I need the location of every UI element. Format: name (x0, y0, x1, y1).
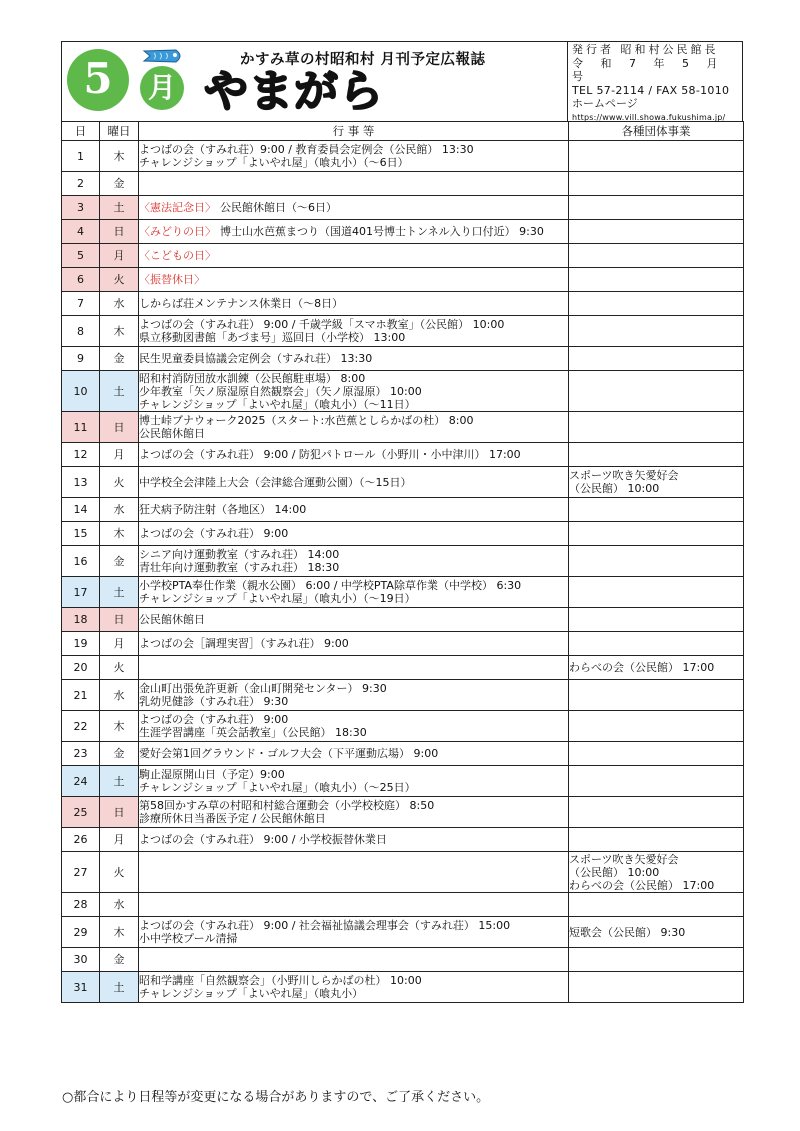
org-cell (569, 244, 744, 268)
event-line: よつばの会（すみれ荘） 9:00 (139, 713, 289, 726)
org-cell (569, 546, 744, 577)
event-line: 公民館休館日 (139, 427, 205, 440)
newsletter-header (61, 41, 743, 121)
publisher-line: 発行者 昭和村公民館長 (572, 43, 719, 56)
day-cell: 27 (62, 852, 100, 893)
table-row (62, 917, 744, 948)
day-cell: 30 (62, 948, 100, 972)
event-line: 生涯学習講座「英会話教室」（公民館） 18:30 (139, 726, 367, 739)
table-row (62, 828, 744, 852)
org-cell (569, 196, 744, 220)
org-cell (569, 141, 744, 172)
table-row (62, 443, 744, 467)
day-cell: 5 (62, 244, 100, 268)
org-line: わらべの会（公民館） 17:00 (569, 878, 715, 892)
weekday-cell: 土 (100, 766, 139, 797)
org-cell (569, 316, 744, 347)
day-cell: 11 (62, 412, 100, 443)
events-cell (139, 972, 569, 1003)
table-row (62, 948, 744, 972)
org-line: スポーツ吹き矢愛好会 (569, 469, 679, 482)
weekday-cell: 火 (100, 467, 139, 498)
day-cell: 28 (62, 893, 100, 917)
schedule-body (62, 141, 744, 1003)
event-line: 診療所休日当番医予定 / 公民館休館日 (139, 812, 326, 825)
newsletter-subtitle: かすみ草の村昭和村 月刊予定広報誌 (240, 52, 486, 68)
event-line: 青壮年向け運動教室（すみれ荘） 18:30 (139, 561, 340, 574)
holiday-name: 〈憲法記念日〉 (139, 201, 216, 214)
org-cell (569, 656, 744, 680)
events-cell (139, 412, 569, 443)
event-line: 小中学校プール清掃 (139, 932, 238, 945)
table-row (62, 220, 744, 244)
events-cell (139, 656, 569, 680)
table-row (62, 608, 744, 632)
events-cell (139, 220, 569, 244)
event-line: 狂犬病予防注射（各地区） 14:00 (139, 503, 307, 516)
events-cell (139, 268, 569, 292)
org-cell (569, 742, 744, 766)
table-row (62, 577, 744, 608)
org-cell (569, 412, 744, 443)
events-cell (139, 632, 569, 656)
weekday-cell: 金 (100, 347, 139, 371)
org-line: （公民館） 10:00 (569, 865, 660, 879)
publisher-info (568, 42, 744, 121)
table-row (62, 711, 744, 742)
events-cell (139, 244, 569, 268)
org-cell (569, 680, 744, 711)
table-row (62, 244, 744, 268)
org-cell (569, 522, 744, 546)
events-cell (139, 577, 569, 608)
event-line: チャレンジショップ「よいやれ屋」（喰丸小）（～25日） (139, 781, 416, 794)
table-row (62, 196, 744, 220)
table-row (62, 546, 744, 577)
column-header-orgs: 各種団体事業 (569, 122, 744, 141)
org-cell (569, 292, 744, 316)
weekday-cell: 金 (100, 742, 139, 766)
table-row (62, 797, 744, 828)
table-row (62, 268, 744, 292)
event-line: よつばの会（すみれ荘） 9:00 / 小学校振替休業日 (139, 833, 387, 846)
day-cell: 31 (62, 972, 100, 1003)
events-cell (139, 766, 569, 797)
weekday-cell: 月 (100, 632, 139, 656)
events-cell (139, 498, 569, 522)
day-cell: 16 (62, 546, 100, 577)
day-cell: 17 (62, 577, 100, 608)
table-row (62, 141, 744, 172)
events-cell (139, 546, 569, 577)
day-cell: 20 (62, 656, 100, 680)
event-line: 博士峠ブナウォーク2025（スタート:水芭蕉としらかばの杜） 8:00 (139, 414, 474, 427)
table-row (62, 522, 744, 546)
weekday-cell: 日 (100, 220, 139, 244)
day-cell: 3 (62, 196, 100, 220)
event-line: 金山町出張免許更新（金山町開発センター） 9:30 (139, 682, 387, 695)
weekday-cell: 土 (100, 196, 139, 220)
events-cell (139, 852, 569, 893)
homepage-label: ホームページ (572, 97, 638, 110)
event-text: 博士山水芭蕉まつり（国道401号博士トンネル入り口付近） 9:30 (220, 225, 544, 238)
weekday-cell: 木 (100, 917, 139, 948)
table-row (62, 292, 744, 316)
events-cell (139, 680, 569, 711)
weekday-cell: 木 (100, 141, 139, 172)
day-cell: 6 (62, 268, 100, 292)
day-cell: 12 (62, 443, 100, 467)
day-cell: 9 (62, 347, 100, 371)
event-line: 第58回かすみ草の村昭和村総合運動会（小学校校庭） 8:50 (139, 799, 435, 812)
weekday-cell: 木 (100, 711, 139, 742)
event-line: しからば荘メンテナンス休業日（～8日） (139, 297, 344, 310)
column-header-weekday: 曜日 (100, 122, 139, 141)
org-cell (569, 577, 744, 608)
events-cell (139, 522, 569, 546)
org-cell (569, 371, 744, 412)
weekday-cell: 火 (100, 852, 139, 893)
table-row (62, 467, 744, 498)
weekday-cell: 火 (100, 656, 139, 680)
events-cell (139, 797, 569, 828)
event-line: よつばの会（すみれ荘）9:00 / 教育委員会定例会（公民館） 13:30 (139, 143, 474, 156)
event-line: よつばの会（すみれ荘） 9:00 / 千歳学級「スマホ教室」（公民館） 10:00 (139, 318, 505, 331)
holiday-name: 〈みどりの日〉 (139, 225, 216, 238)
org-cell (569, 948, 744, 972)
event-line: 昭和村消防団放水訓練（公民館駐車場） 8:00 (139, 371, 366, 385)
table-row (62, 347, 744, 371)
event-line: チャレンジショップ「よいやれ屋」（喰丸小） (139, 987, 364, 1000)
events-cell (139, 893, 569, 917)
homepage-link[interactable]: https://www.vill.showa.fukushima.jp/ (572, 112, 726, 122)
table-row (62, 680, 744, 711)
day-cell: 29 (62, 917, 100, 948)
day-cell: 15 (62, 522, 100, 546)
event-line: 愛好会第1回グラウンド・ゴルフ大会（下平運動広場） 9:00 (139, 747, 439, 760)
events-cell (139, 371, 569, 412)
event-line: よつばの会［調理実習］（すみれ荘） 9:00 (139, 637, 349, 650)
weekday-cell: 木 (100, 522, 139, 546)
event-line: チャレンジショップ「よいやれ屋」（喰丸小）（～19日） (139, 592, 416, 605)
org-cell (569, 347, 744, 371)
table-row (62, 656, 744, 680)
events-cell (139, 917, 569, 948)
weekday-cell: 月 (100, 828, 139, 852)
day-cell: 25 (62, 797, 100, 828)
event-line: よつばの会（すみれ荘） 9:00 (139, 527, 289, 540)
event-line: 駒止湿原開山日（予定）9:00 (139, 768, 285, 781)
org-line: 短歌会（公民館） 9:30 (569, 925, 686, 939)
table-header-row (62, 122, 744, 141)
org-cell (569, 608, 744, 632)
org-cell (569, 917, 744, 948)
issue-line: 令 和 7 年 5 月 号 (572, 56, 725, 83)
day-cell: 7 (62, 292, 100, 316)
event-line: チャレンジショップ「よいやれ屋」（喰丸小）（～6日） (139, 156, 409, 169)
events-cell (139, 467, 569, 498)
event-line: 乳幼児健診（すみれ荘） 9:30 (139, 695, 289, 708)
event-line: 小学校PTA奉仕作業（親水公園） 6:00 / 中学校PTA除草作業（中学校） 6:30 (139, 579, 522, 592)
footer-note: ○都合により日程等が変更になる場合がありますので、ご了承ください。 (62, 1090, 490, 1105)
weekday-cell: 水 (100, 893, 139, 917)
table-row (62, 172, 744, 196)
events-cell (139, 948, 569, 972)
events-cell (139, 172, 569, 196)
event-line: よつばの会（すみれ荘） 9:00 / 防犯パトロール（小野川・小中津川） 17:00 (139, 448, 521, 461)
org-cell (569, 467, 744, 498)
org-line: わらべの会（公民館） 17:00 (569, 661, 715, 674)
day-cell: 23 (62, 742, 100, 766)
day-cell: 13 (62, 467, 100, 498)
weekday-cell: 日 (100, 412, 139, 443)
event-line: シニア向け運動教室（すみれ荘） 14:00 (139, 548, 340, 561)
weekday-cell: 月 (100, 244, 139, 268)
events-cell (139, 608, 569, 632)
newsletter-logo: やまがら (204, 66, 384, 117)
weekday-cell: 土 (100, 972, 139, 1003)
events-cell (139, 742, 569, 766)
events-cell (139, 711, 569, 742)
event-line: 県立移動図書館「あづま号」巡回日（小学校） 13:00 (139, 331, 406, 344)
weekday-cell: 水 (100, 680, 139, 711)
events-cell (139, 292, 569, 316)
event-line (139, 225, 568, 238)
weekday-cell: 土 (100, 577, 139, 608)
day-cell: 8 (62, 316, 100, 347)
org-cell (569, 443, 744, 467)
weekday-cell: 水 (100, 498, 139, 522)
table-row (62, 371, 744, 412)
org-line: （公民館） 10:00 (569, 482, 660, 495)
day-cell: 10 (62, 371, 100, 412)
phone-line: TEL 57-2114 / FAX 58-1010 (572, 83, 730, 97)
event-line: 公民館休館日 (139, 613, 205, 626)
org-line: スポーツ吹き矢愛好会 (569, 852, 679, 866)
day-cell: 1 (62, 141, 100, 172)
column-header-day: 日 (62, 122, 100, 141)
org-cell (569, 220, 744, 244)
table-row (62, 412, 744, 443)
table-row (62, 766, 744, 797)
table-row (62, 852, 744, 893)
table-row (62, 316, 744, 347)
event-line: 民生児童委員協議会定例会（すみれ荘） 13:30 (139, 352, 373, 365)
day-cell: 21 (62, 680, 100, 711)
column-header-events: 行 事 等 (139, 122, 569, 141)
day-cell: 22 (62, 711, 100, 742)
weekday-cell: 木 (100, 316, 139, 347)
table-row (62, 632, 744, 656)
day-cell: 19 (62, 632, 100, 656)
events-cell (139, 141, 569, 172)
org-cell (569, 766, 744, 797)
weekday-cell: 金 (100, 948, 139, 972)
event-text: 公民館休館日（～6日） (220, 201, 337, 214)
day-cell: 18 (62, 608, 100, 632)
org-cell (569, 711, 744, 742)
day-cell: 14 (62, 498, 100, 522)
weekday-cell: 金 (100, 172, 139, 196)
weekday-cell: 日 (100, 797, 139, 828)
events-cell (139, 443, 569, 467)
event-line: 少年教室「矢ノ原湿原自然観察会」（矢ノ原湿原） 10:00 (139, 384, 422, 398)
newsletter-sheet (61, 41, 743, 1003)
masthead (62, 42, 568, 121)
day-cell: 2 (62, 172, 100, 196)
weekday-cell: 火 (100, 268, 139, 292)
weekday-cell: 日 (100, 608, 139, 632)
org-cell (569, 268, 744, 292)
weekday-cell: 金 (100, 546, 139, 577)
events-cell (139, 828, 569, 852)
holiday-name: 〈こどもの日〉 (139, 249, 216, 262)
month-number-badge: 5 (67, 49, 129, 111)
table-row (62, 972, 744, 1003)
event-line: 中学校全会津陸上大会（会津総合運動公園）（～15日） (139, 475, 412, 489)
org-cell (569, 498, 744, 522)
events-cell (139, 347, 569, 371)
org-cell (569, 797, 744, 828)
month-kanji-badge: 月 (140, 66, 184, 110)
table-row (62, 742, 744, 766)
event-line (139, 273, 568, 286)
events-cell (139, 316, 569, 347)
event-line (139, 249, 568, 262)
org-cell (569, 852, 744, 893)
weekday-cell: 月 (100, 443, 139, 467)
day-cell: 4 (62, 220, 100, 244)
table-row (62, 498, 744, 522)
day-cell: 24 (62, 766, 100, 797)
carp-streamer-icon (142, 48, 186, 64)
org-cell (569, 972, 744, 1003)
table-row (62, 893, 744, 917)
events-cell (139, 196, 569, 220)
event-line: よつばの会（すみれ荘） 9:00 / 社会福祉協議会理事会（すみれ荘） 15:00 (139, 919, 511, 932)
event-line: 昭和学講座「自然観察会」（小野川しらかばの杜） 10:00 (139, 974, 422, 987)
schedule-table (61, 121, 744, 1003)
org-cell (569, 893, 744, 917)
day-cell: 26 (62, 828, 100, 852)
holiday-name: 〈振替休日〉 (139, 273, 205, 286)
org-cell (569, 172, 744, 196)
weekday-cell: 土 (100, 371, 139, 412)
event-line: チャレンジショップ「よいやれ屋」（喰丸小）（～11日） (139, 397, 416, 411)
org-cell (569, 632, 744, 656)
weekday-cell: 水 (100, 292, 139, 316)
org-cell (569, 828, 744, 852)
event-line (139, 201, 568, 214)
